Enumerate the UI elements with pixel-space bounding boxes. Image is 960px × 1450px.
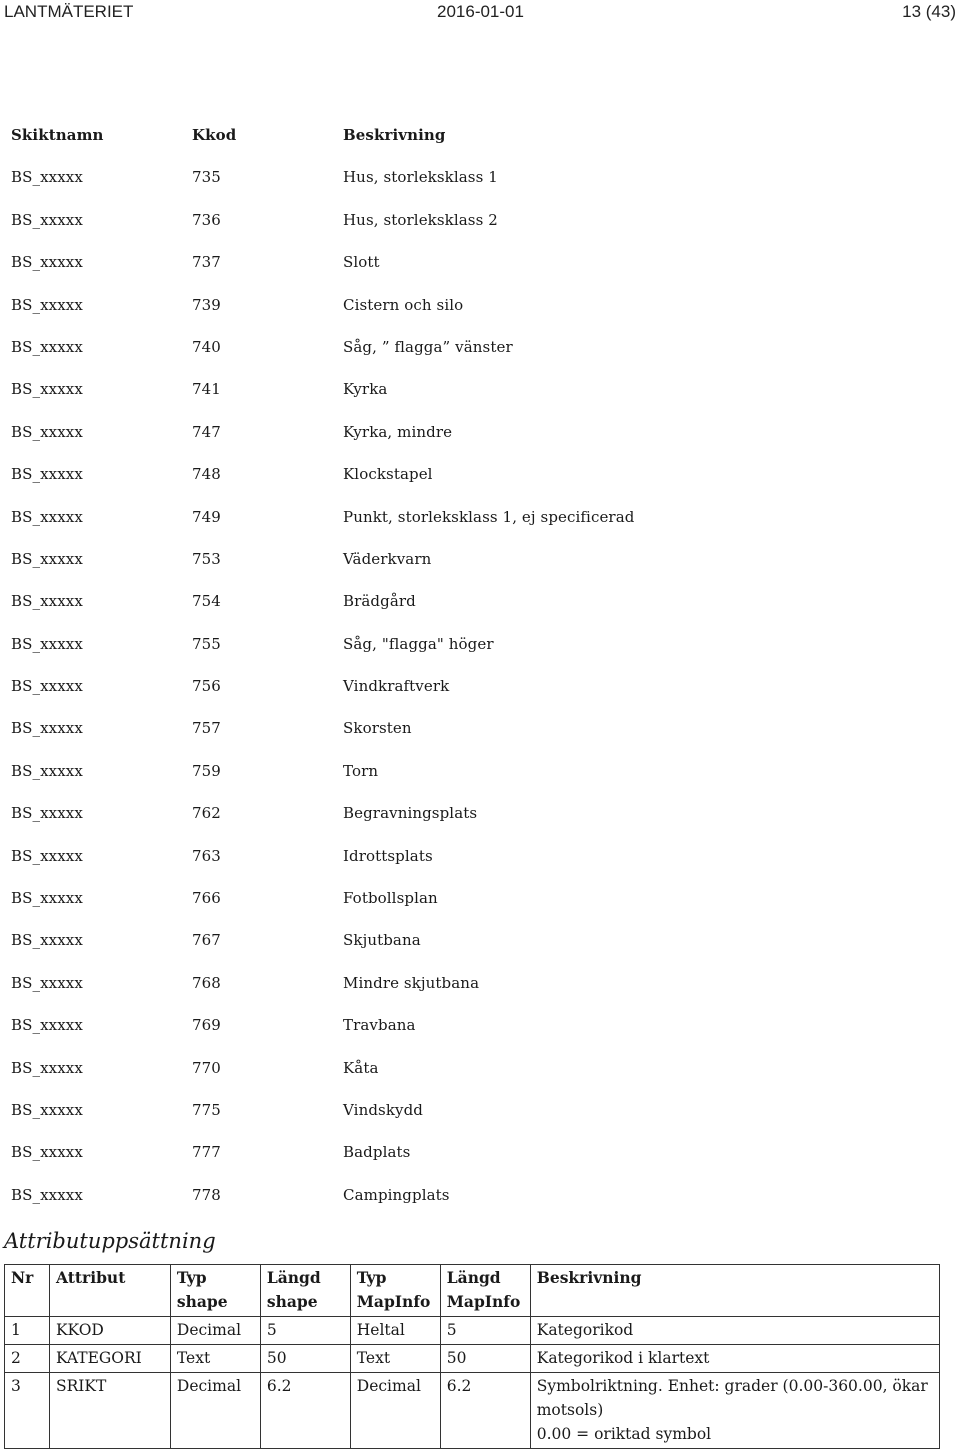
attribute-cell: Decimal xyxy=(170,1317,260,1345)
attribute-cell: SRIKT xyxy=(49,1373,170,1449)
layer-name-cell: BS_xxxxx xyxy=(11,973,83,992)
attribute-cell: Text xyxy=(350,1345,440,1373)
header-line: Attribut xyxy=(55,1268,126,1287)
page-number: 13 (43) xyxy=(902,2,956,21)
attribute-table xyxy=(4,1264,940,1449)
attribute-table-header-row xyxy=(5,1265,940,1317)
description-cell: Idrottsplats xyxy=(343,846,433,865)
layer-name-cell: BS_xxxxx xyxy=(11,761,83,780)
layer-name-cell: BS_xxxxx xyxy=(11,719,83,738)
attribute-column-header xyxy=(260,1265,350,1317)
attribute-cell: Text xyxy=(170,1345,260,1373)
column-header-kkod: Kkod xyxy=(192,126,237,144)
table-row xyxy=(11,1059,711,1101)
attribute-cell: Kategorikod i klartext xyxy=(530,1345,939,1373)
kkod-cell: 747 xyxy=(192,422,221,441)
table-row xyxy=(11,1186,711,1228)
attribute-cell: Kategorikod xyxy=(530,1317,939,1345)
table-row xyxy=(11,508,711,550)
table-row xyxy=(11,677,711,719)
description-cell: Hus, storleksklass 2 xyxy=(343,210,498,229)
kkod-cell: 762 xyxy=(192,804,221,823)
layer-name-cell: BS_xxxxx xyxy=(11,295,83,314)
table-row xyxy=(11,423,711,465)
description-cell: Campingplats xyxy=(343,1185,450,1204)
table-row xyxy=(11,889,711,931)
table-row xyxy=(11,168,711,210)
layer-name-cell: BS_xxxxx xyxy=(11,253,83,272)
table-row xyxy=(5,1317,940,1345)
kkod-cell: 778 xyxy=(192,1185,221,1204)
kkod-cell: 770 xyxy=(192,1058,221,1077)
table-row xyxy=(11,804,711,846)
attribute-cell: Decimal xyxy=(170,1373,260,1449)
kkod-cell: 737 xyxy=(192,253,221,272)
attribute-column-header xyxy=(350,1265,440,1317)
kkod-cell: 749 xyxy=(192,507,221,526)
layer-name-cell: BS_xxxxx xyxy=(11,889,83,908)
attribute-cell: KKOD xyxy=(49,1317,170,1345)
table-row xyxy=(5,1345,940,1373)
table-row xyxy=(11,338,711,380)
description-cell: Såg, ” flagga” vänster xyxy=(343,337,513,356)
layer-name-cell: BS_xxxxx xyxy=(11,337,83,356)
table-row xyxy=(11,592,711,634)
attribute-cell: 3 xyxy=(5,1373,50,1449)
header-line: Längd xyxy=(446,1268,501,1287)
kkod-cell: 739 xyxy=(192,295,221,314)
layer-name-cell: BS_xxxxx xyxy=(11,1143,83,1162)
table-row xyxy=(11,211,711,253)
kkod-cell: 755 xyxy=(192,634,221,653)
header-line: shape xyxy=(266,1292,318,1311)
layer-name-cell: BS_xxxxx xyxy=(11,507,83,526)
kkod-cell: 754 xyxy=(192,592,221,611)
attribute-cell: 2 xyxy=(5,1345,50,1373)
layer-code-table xyxy=(11,126,711,1228)
layer-name-cell: BS_xxxxx xyxy=(11,1185,83,1204)
kkod-cell: 735 xyxy=(192,168,221,187)
description-cell: Vindskydd xyxy=(343,1100,423,1119)
table-row xyxy=(11,465,711,507)
description-cell: Badplats xyxy=(343,1143,411,1162)
header-line: Typ xyxy=(176,1268,207,1287)
document-date: 2016-01-01 xyxy=(437,2,524,21)
attribute-cell: 5 xyxy=(260,1317,350,1345)
description-cell: Slott xyxy=(343,253,380,272)
kkod-cell: 759 xyxy=(192,761,221,780)
layer-name-cell: BS_xxxxx xyxy=(11,380,83,399)
kkod-cell: 753 xyxy=(192,549,221,568)
table-row xyxy=(5,1373,940,1449)
kkod-cell: 768 xyxy=(192,973,221,992)
table-row xyxy=(11,931,711,973)
header-line: Nr xyxy=(11,1268,34,1287)
description-cell: Såg, "flagga" höger xyxy=(343,634,494,653)
attribute-cell: 50 xyxy=(440,1345,530,1373)
description-cell: Cistern och silo xyxy=(343,295,464,314)
layer-name-cell: BS_xxxxx xyxy=(11,210,83,229)
header-line: Längd xyxy=(266,1268,321,1287)
attribute-cell: 50 xyxy=(260,1345,350,1373)
kkod-cell: 769 xyxy=(192,1016,221,1035)
attribute-column-header xyxy=(5,1265,50,1317)
layer-name-cell: BS_xxxxx xyxy=(11,1016,83,1035)
attribute-cell: Decimal xyxy=(350,1373,440,1449)
kkod-cell: 756 xyxy=(192,677,221,696)
layer-name-cell: BS_xxxxx xyxy=(11,634,83,653)
description-cell: Fotbollsplan xyxy=(343,889,438,908)
column-header-beskrivning: Beskrivning xyxy=(343,126,446,144)
description-cell: Väderkvarn xyxy=(343,549,432,568)
description-cell: Begravningsplats xyxy=(343,804,478,823)
kkod-cell: 740 xyxy=(192,337,221,356)
header-line: shape xyxy=(176,1292,228,1311)
kkod-cell: 763 xyxy=(192,846,221,865)
description-cell: Kyrka xyxy=(343,380,388,399)
layer-name-cell: BS_xxxxx xyxy=(11,422,83,441)
kkod-cell: 736 xyxy=(192,210,221,229)
kkod-cell: 748 xyxy=(192,465,221,484)
attribute-cell: Heltal xyxy=(350,1317,440,1345)
table-row xyxy=(11,380,711,422)
description-cell: Skjutbana xyxy=(343,931,421,950)
kkod-cell: 766 xyxy=(192,889,221,908)
table-row xyxy=(11,253,711,295)
layer-name-cell: BS_xxxxx xyxy=(11,931,83,950)
table-row xyxy=(11,1016,711,1058)
description-cell: Kåta xyxy=(343,1058,379,1077)
attribute-cell: 6.2 xyxy=(440,1373,530,1449)
table-row xyxy=(11,762,711,804)
table-row xyxy=(11,1143,711,1185)
attribute-column-header xyxy=(49,1265,170,1317)
layer-name-cell: BS_xxxxx xyxy=(11,1058,83,1077)
description-cell: Torn xyxy=(343,761,379,780)
kkod-cell: 777 xyxy=(192,1143,221,1162)
description-cell: Skorsten xyxy=(343,719,412,738)
attribute-cell: KATEGORI xyxy=(49,1345,170,1373)
description-cell: Travbana xyxy=(343,1016,416,1035)
description-cell: Punkt, storleksklass 1, ej specificerad xyxy=(343,507,635,526)
kkod-cell: 741 xyxy=(192,380,221,399)
attribute-column-header xyxy=(170,1265,260,1317)
table-row xyxy=(11,974,711,1016)
attribute-cell: 5 xyxy=(440,1317,530,1345)
description-cell: Hus, storleksklass 1 xyxy=(343,168,498,187)
kkod-cell: 757 xyxy=(192,719,221,738)
layer-name-cell: BS_xxxxx xyxy=(11,465,83,484)
table-row xyxy=(11,550,711,592)
table-row xyxy=(11,719,711,761)
attribute-column-header xyxy=(440,1265,530,1317)
layer-name-cell: BS_xxxxx xyxy=(11,1100,83,1119)
attribute-cell: 1 xyxy=(5,1317,50,1345)
header-line: MapInfo xyxy=(356,1292,431,1311)
kkod-cell: 767 xyxy=(192,931,221,950)
description-cell: Klockstapel xyxy=(343,465,433,484)
layer-name-cell: BS_xxxxx xyxy=(11,846,83,865)
header-line: Typ xyxy=(356,1268,387,1287)
description-cell: Mindre skjutbana xyxy=(343,973,480,992)
table-row xyxy=(11,296,711,338)
attribute-cell: Symbolriktning. Enhet: grader (0.00-360.00, ökar motsols) 0.00 = oriktad symbol xyxy=(530,1373,939,1449)
attribute-section-title: Attributuppsättning xyxy=(4,1229,216,1253)
table-row xyxy=(11,1101,711,1143)
kkod-cell: 775 xyxy=(192,1100,221,1119)
table-row xyxy=(11,847,711,889)
attribute-column-header xyxy=(530,1265,939,1317)
description-cell: Vindkraftverk xyxy=(343,677,450,696)
header-line: MapInfo xyxy=(446,1292,521,1311)
layer-name-cell: BS_xxxxx xyxy=(11,549,83,568)
page-header xyxy=(0,0,960,26)
description-cell: Brädgård xyxy=(343,592,416,611)
table-row xyxy=(11,635,711,677)
attribute-table-body xyxy=(5,1317,940,1449)
layer-name-cell: BS_xxxxx xyxy=(11,677,83,696)
layer-name-cell: BS_xxxxx xyxy=(11,168,83,187)
column-header-skiktnamn: Skiktnamn xyxy=(11,126,104,144)
layer-name-cell: BS_xxxxx xyxy=(11,804,83,823)
layer-name-cell: BS_xxxxx xyxy=(11,592,83,611)
organization-name: LANTMÄTERIET xyxy=(4,2,134,21)
attribute-cell: 6.2 xyxy=(260,1373,350,1449)
layer-table-header-row xyxy=(11,126,711,168)
description-cell: Kyrka, mindre xyxy=(343,422,453,441)
header-line: Beskrivning xyxy=(536,1268,642,1287)
